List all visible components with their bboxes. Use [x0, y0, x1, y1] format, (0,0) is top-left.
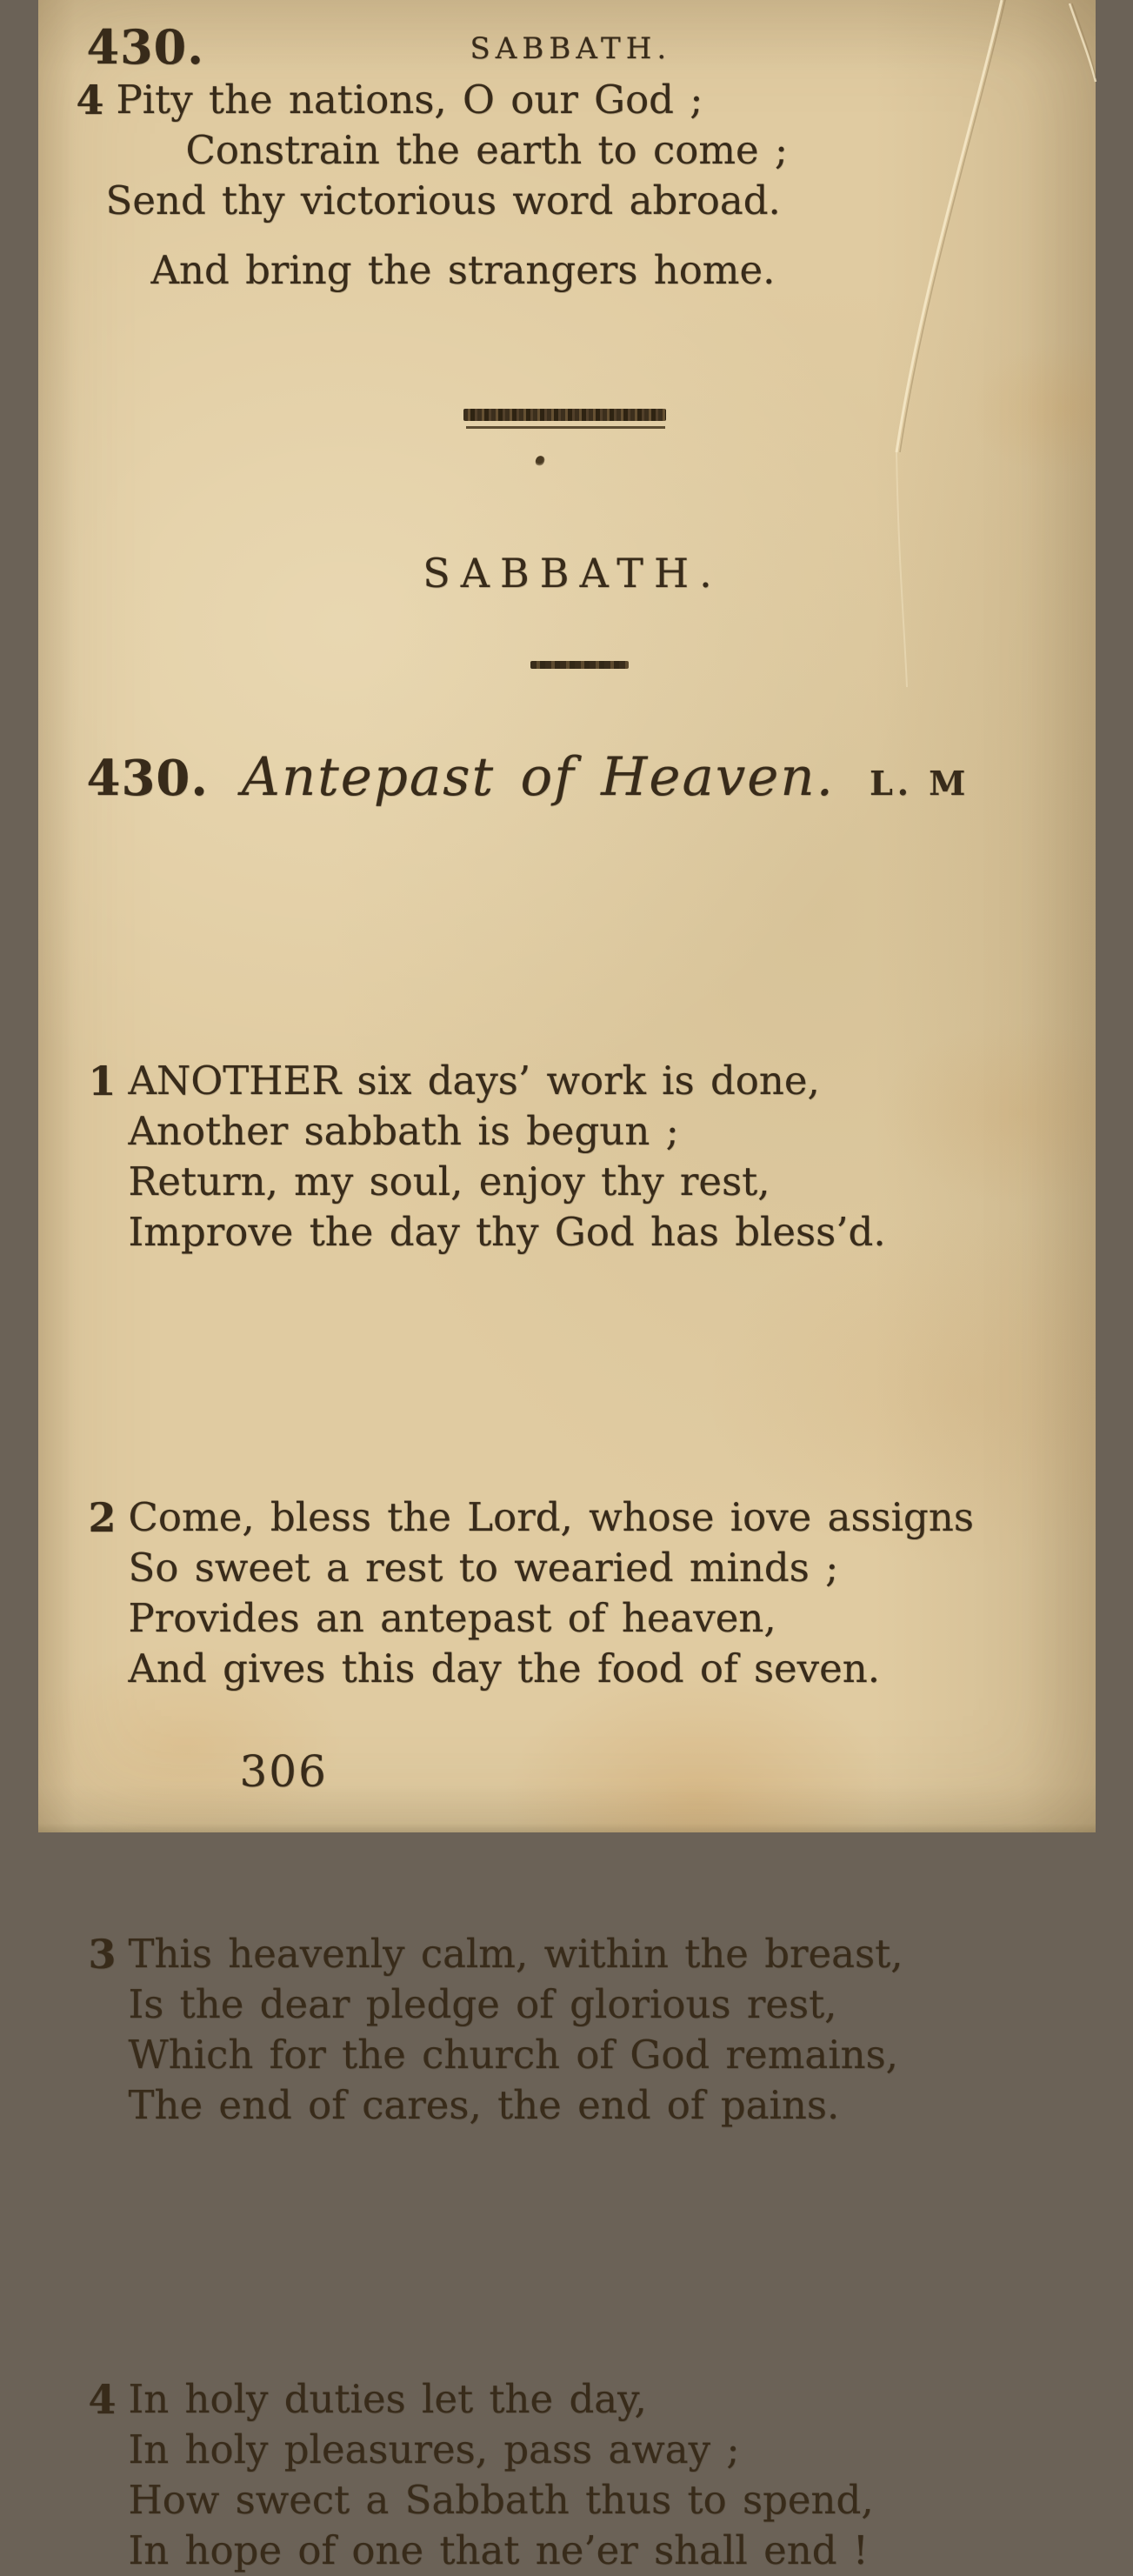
- verse: [89, 2374, 1133, 2576]
- section-dash-divider: [530, 661, 629, 669]
- verse-line: This heavenly calm, within the breast,: [89, 1929, 1133, 1979]
- verse: [89, 1492, 1133, 1694]
- verse-line: Return, my soul, enjoy thy rest,: [89, 1157, 1133, 1207]
- page-header-hymn-number: 430.: [87, 19, 205, 75]
- running-title: SABBATH.: [470, 31, 672, 66]
- verse-line: In holy pleasures, pass away ;: [89, 2425, 1133, 2475]
- verse-line: Send thy victorious word abroad.: [77, 176, 1133, 226]
- hymn-meter: L. M: [870, 764, 970, 803]
- verse-line: Is the dear pledge of glorious rest,: [89, 1979, 1133, 2030]
- verse-line: And bring the strangers home.: [77, 245, 1133, 296]
- hymn-title-row: [87, 746, 970, 808]
- previous-hymn-last-verse: [77, 75, 1133, 296]
- verse-line: So sweet a rest to wearied minds ;: [89, 1543, 1133, 1593]
- hymn-number: 430.: [87, 750, 209, 807]
- verse-line: Another sabbath is begun ;: [89, 1106, 1133, 1157]
- verse-line: Provides an antepast of heaven,: [89, 1593, 1133, 1644]
- verse-number: 4: [89, 2376, 117, 2423]
- page-number: 306: [240, 1746, 328, 1797]
- verse-line: Improve the day thy God has bless’d.: [89, 1207, 1133, 1258]
- verse-number: 2: [89, 1494, 117, 1541]
- hymn-title: Antepast of Heaven.: [242, 746, 835, 808]
- book-page: [38, 0, 1096, 1832]
- verse-line: How swect a Sabbath thus to spend,: [89, 2475, 1133, 2526]
- verse-number: 1: [89, 1058, 117, 1104]
- verse: [89, 1056, 1133, 1258]
- verse-number: 4: [77, 77, 104, 123]
- verse-line: In hope of one that ne’er shall end !: [89, 2526, 1133, 2576]
- verse-line: Which for the church of God remains,: [89, 2030, 1133, 2080]
- verse-number: 3: [89, 1931, 117, 1978]
- verse-line: The end of cares, the end of pains.: [89, 2080, 1133, 2131]
- verse-line: ANOTHER six days’ work is done,: [89, 1056, 1133, 1106]
- section-heading: SABBATH.: [38, 550, 1108, 597]
- hymn-end-ornament-bar: [463, 409, 666, 421]
- verse-line: Pity the nations, O our God ;: [77, 75, 1133, 125]
- verse-line: Come, bless the Lord, whose iove assigns: [89, 1492, 1133, 1543]
- verse-line: And gives this day the food of seven.: [89, 1644, 1133, 1694]
- verse-line: Constrain the earth to come ;: [77, 125, 1133, 176]
- verse-line: In holy duties let the day,: [89, 2374, 1133, 2425]
- verse: [89, 1929, 1133, 2131]
- hymn-end-ornament-underline: [466, 426, 665, 429]
